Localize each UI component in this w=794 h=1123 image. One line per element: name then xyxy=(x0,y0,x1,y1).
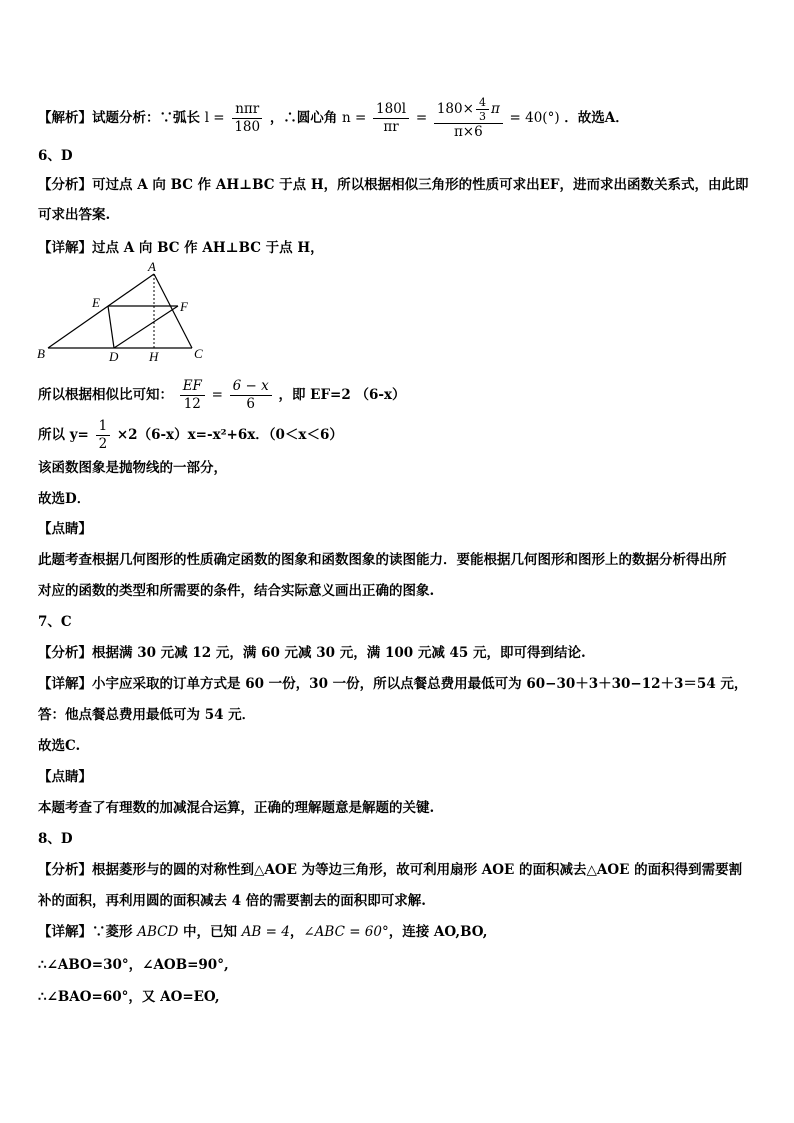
q5-suffix: ．故选A． xyxy=(564,110,629,126)
q5-frac2-den: πr xyxy=(383,119,399,135)
fig-label-F: F xyxy=(180,299,188,314)
q5-frac3-num-a: 180× xyxy=(436,101,474,117)
q6-y-num: 1 xyxy=(96,418,111,436)
q5-frac3-num-b: π xyxy=(490,101,500,117)
q8-detail-d: ，连接 AO,BO, xyxy=(388,924,488,940)
q5-frac3-num xyxy=(434,96,503,124)
q5-frac3-den: π×6 xyxy=(453,124,483,140)
q6-y-prefix: 所以 y= xyxy=(38,427,89,443)
q8-detail-c: ， xyxy=(289,924,304,940)
q7-point: 本题考查了有理数的加减混合运算，正确的理解题意是解题的关键. xyxy=(38,800,435,816)
q5-l-eq: l = xyxy=(204,110,225,126)
q6-point-head: 【点睛】 xyxy=(38,521,92,537)
q7-detail: 【详解】小宇应采取的订单方式是 60 一份，30 一份，所以点餐总费用最低可为 60−30＋3＋30−12＋3＝54 元， xyxy=(38,676,748,692)
q6-detail: 【详解】过点 A 向 BC 作 AH⊥BC 于点 H， xyxy=(38,240,324,256)
q7-point-head: 【点睛】 xyxy=(38,769,92,785)
q6-point-line1: 此题考查根据几何图形的性质确定函数的图象和函数图象的读图能力．要能根据几何图形和图形上的数据分析得出所 xyxy=(38,552,727,568)
fig-label-C: C xyxy=(194,346,203,361)
q5-frac1-num: nπr xyxy=(232,101,262,119)
q8-detail-a: 【详解】∵菱形 xyxy=(38,924,138,940)
q6-heading: 6、D xyxy=(38,148,73,164)
fig-label-E: E xyxy=(92,295,100,310)
q5-frac1-den: 180 xyxy=(234,119,261,135)
q8-line2: ∴∠ABO=30°，∠AOB=90°, xyxy=(38,957,229,973)
q5-frac2-num: 180l xyxy=(373,101,409,119)
q5-inner-den: 3 xyxy=(478,110,486,123)
q6-sim-eq: = xyxy=(211,387,223,403)
q6-similarity-line xyxy=(38,378,406,413)
q8-heading: 8、D xyxy=(38,831,73,847)
q8-analysis-line2: 补的面积，再利用圆的面积减去 4 倍的需要割去的面积即可求解. xyxy=(38,893,426,909)
q6-sim-num1: EF xyxy=(180,378,205,396)
q5-eq: = xyxy=(415,110,428,126)
q6-triangle-figure xyxy=(34,260,214,366)
q5-n-eq: n = xyxy=(342,110,367,126)
q6-y-line xyxy=(38,418,343,453)
fig-segment-ED xyxy=(108,306,114,348)
fig-label-B: B xyxy=(37,346,45,361)
q6-sim-suffix: ，即 EF=2 （6-x） xyxy=(278,387,406,403)
q7-analysis: 【分析】根据满 30 元减 12 元，满 60 元减 30 元，满 100 元减 45 元，即可得到结论. xyxy=(38,645,586,661)
q5-prefix: 【解析】试题分析：∵弧长 xyxy=(38,110,200,126)
q8-detail-angle: ∠ABC = 60° xyxy=(303,924,389,940)
q5-inner-fraction xyxy=(476,96,489,123)
q5-inner-num: 4 xyxy=(476,96,489,110)
fig-label-H: H xyxy=(149,349,159,364)
q6-half-fraction xyxy=(96,418,111,453)
q7-choose: 故选C. xyxy=(38,738,81,754)
q8-line3: ∴∠BAO=60°，又 AO=EO, xyxy=(38,989,220,1005)
q8-analysis-line1: 【分析】根据菱形与的圆的对称性到△AOE 为等边三角形，故可利用扇形 AOE 的面积减去△AOE 的面积得到需要割 xyxy=(38,862,743,878)
q6-sim-num2: 6 − x xyxy=(230,378,272,396)
q6-ef-fraction xyxy=(180,378,205,413)
q6-point-line2: 对应的函数的类型和所需要的条件，结合实际意义画出正确的图象. xyxy=(38,583,435,599)
q8-detail-line xyxy=(38,922,487,942)
q7-heading: 7、C xyxy=(38,614,72,630)
fig-label-D: D xyxy=(109,349,119,364)
q8-detail-ab: AB = 4 xyxy=(241,924,290,940)
fig-segment-DF xyxy=(114,306,178,348)
q5-arc-length-fraction xyxy=(231,101,263,136)
q6-x-fraction xyxy=(230,378,272,413)
q6-analysis-line2: 可求出答案. xyxy=(38,207,111,223)
q6-sim-den2: 6 xyxy=(246,396,255,412)
q6-analysis-line1: 【分析】可过点 A 向 BC 作 AH⊥BC 于点 H，所以根据相似三角形的性质可求出EF，进而求出函数关系式，由此即 xyxy=(38,177,749,193)
fig-label-A: A xyxy=(148,260,156,274)
q7-answer: 答：他点餐总费用最低可为 54 元． xyxy=(38,707,256,723)
q5-result: = 40(°) xyxy=(509,110,560,126)
q5-mid: ，∴圆心角 xyxy=(269,110,338,126)
q5-angle-fraction xyxy=(373,101,409,136)
q6-graph-note: 该函数图象是抛物线的一部分， xyxy=(38,460,227,476)
q6-choose: 故选D． xyxy=(38,491,91,507)
q8-detail-b: 中，已知 xyxy=(178,924,242,940)
q8-detail-abcd: ABCD xyxy=(137,924,179,940)
fig-side-AB xyxy=(48,274,154,348)
q6-y-den: 2 xyxy=(98,436,108,452)
q5-value-fraction xyxy=(434,96,503,141)
q5-solution-line xyxy=(38,96,629,141)
q6-y-suffix: ×2（6-x）x=-x²+6x．（0＜x＜6） xyxy=(116,427,343,443)
q6-sim-den1: 12 xyxy=(183,396,201,412)
q6-sim-prefix: 所以根据相似比可知： xyxy=(38,387,173,403)
